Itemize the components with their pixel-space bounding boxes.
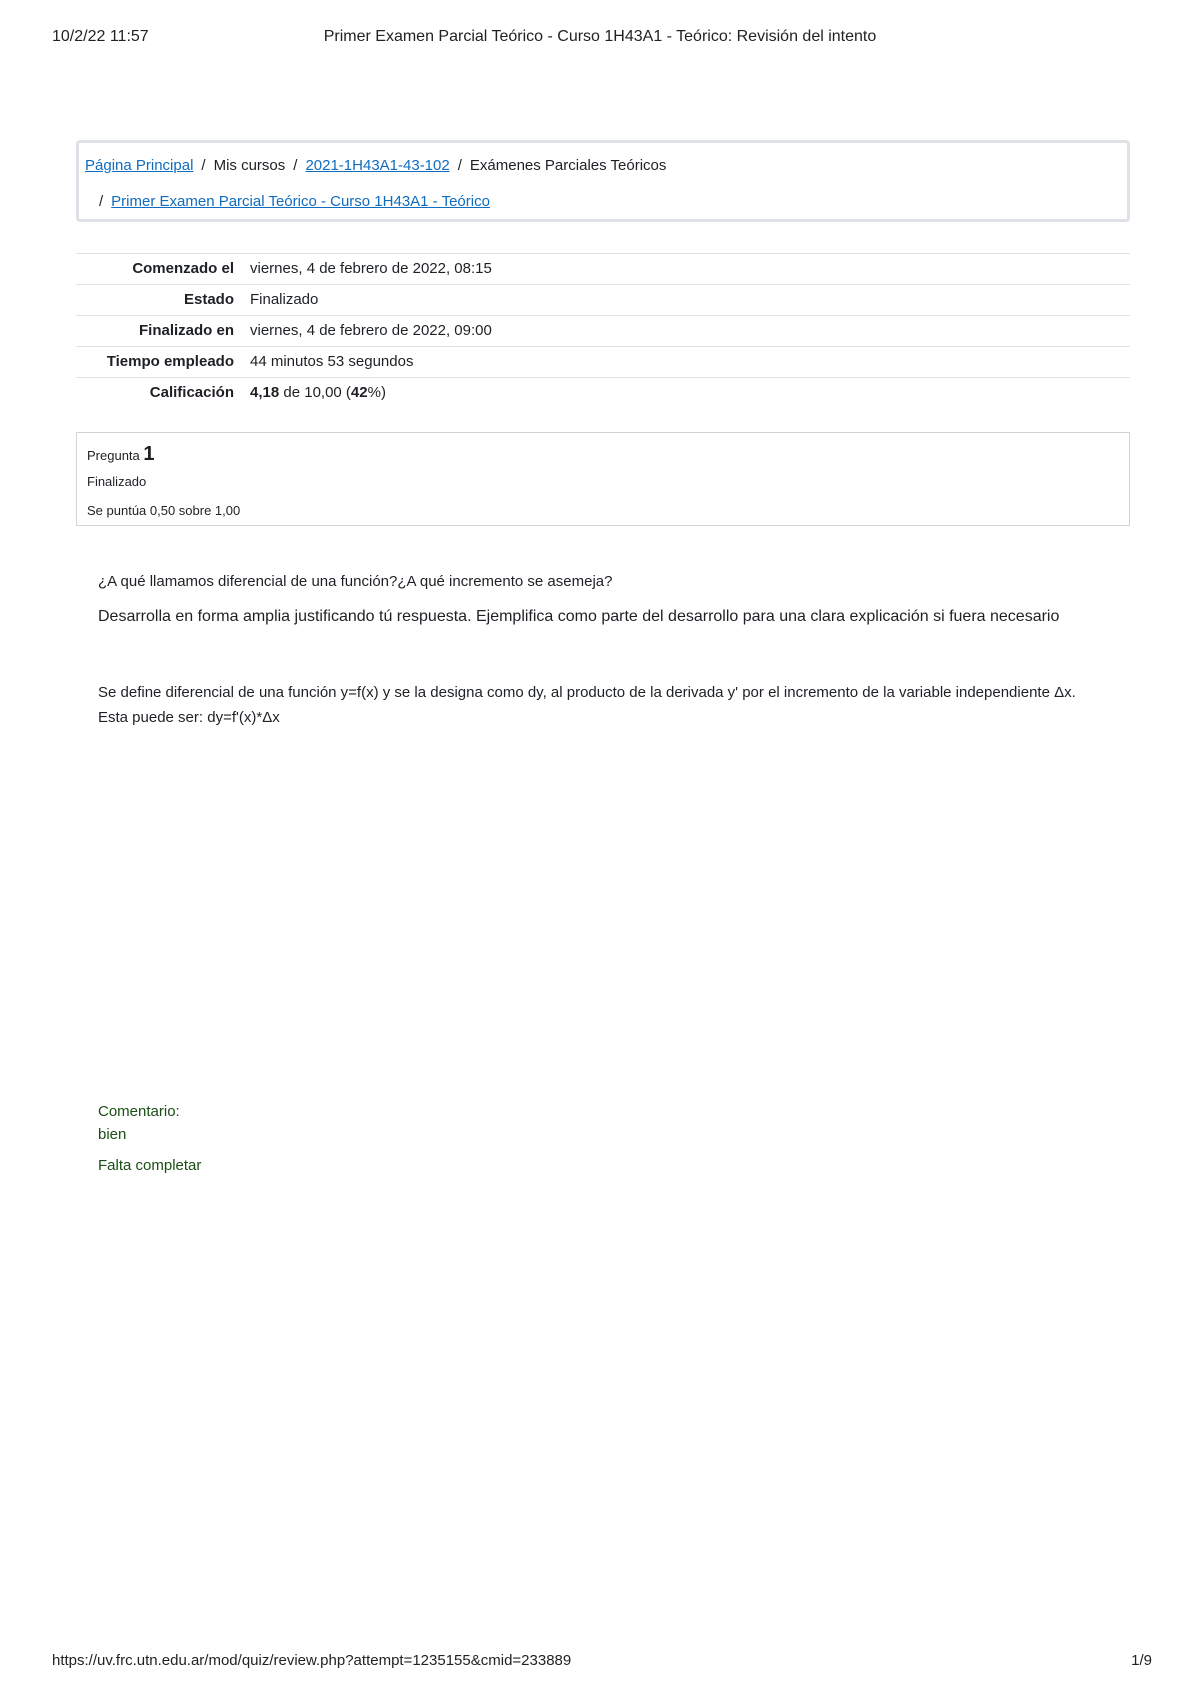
- breadcrumb-quiz-link[interactable]: Primer Examen Parcial Teórico - Curso 1H43A1 - Teórico: [111, 193, 490, 210]
- feedback-status: Falta completar: [98, 1157, 202, 1174]
- question-text: ¿A qué llamamos diferencial de una función?¿A qué incremento se asemeja?: [98, 573, 613, 590]
- question-number-value: 1: [143, 443, 155, 465]
- summary-label: Calificación: [149, 384, 234, 401]
- breadcrumb-separator: /: [457, 157, 462, 174]
- summary-row-grade: [76, 378, 1130, 409]
- grade-close: %): [367, 384, 386, 401]
- print-page-number: 1/9: [1131, 1652, 1152, 1669]
- attempt-summary-table: [76, 253, 1130, 408]
- print-url: https://uv.frc.utn.edu.ar/mod/quiz/review.php?attempt=1235155&cmid=233889: [52, 1652, 572, 1669]
- summary-value: viernes, 4 de febrero de 2022, 09:00: [250, 322, 492, 339]
- print-footer: [0, 1652, 1200, 1676]
- print-title: Primer Examen Parcial Teórico - Curso 1H43A1 - Teórico: Revisión del intento: [323, 28, 877, 45]
- summary-value: viernes, 4 de febrero de 2022, 08:15: [250, 260, 492, 277]
- summary-label: Estado: [183, 291, 234, 308]
- summary-value: Finalizado: [250, 291, 319, 308]
- question-description: Desarrolla en forma amplia justificando tú respuesta. Ejemplifica como parte del desarrollo para una clara explicación si fuera necesario: [98, 608, 1060, 625]
- question-prefix: Pregunta: [87, 448, 140, 463]
- summary-row-started: [76, 254, 1130, 285]
- question-state: Finalizado: [87, 474, 147, 489]
- breadcrumb-my-courses: Mis cursos: [213, 157, 286, 174]
- print-header: [0, 28, 1200, 52]
- breadcrumb-separator: /: [201, 157, 206, 174]
- question-number: [87, 443, 155, 466]
- summary-label: Tiempo empleado: [106, 353, 234, 370]
- feedback-comment: bien: [98, 1126, 127, 1143]
- breadcrumb-home-link[interactable]: Página Principal: [85, 157, 194, 174]
- question-grade: Se puntúa 0,50 sobre 1,00: [87, 503, 241, 518]
- summary-label: Comenzado el: [132, 260, 234, 277]
- breadcrumb-separator: /: [99, 193, 104, 210]
- summary-row-time-taken: [76, 347, 1130, 378]
- print-date: 10/2/22 11:57: [52, 28, 149, 45]
- breadcrumb-course-link[interactable]: 2021-1H43A1-43-102: [305, 157, 450, 174]
- summary-value: 44 minutos 53 segundos: [250, 353, 414, 370]
- summary-row-state: [76, 285, 1130, 316]
- grade-score: 4,18: [250, 384, 280, 401]
- summary-label: Finalizado en: [138, 322, 234, 339]
- feedback-label: Comentario:: [98, 1103, 180, 1120]
- breadcrumb: [76, 140, 1130, 222]
- grade-rest: de 10,00 (: [279, 384, 351, 401]
- breadcrumb-section: Exámenes Parciales Teóricos: [469, 157, 667, 174]
- grade-percent: 42: [350, 384, 368, 401]
- summary-row-finished: [76, 316, 1130, 347]
- breadcrumb-separator: /: [293, 157, 298, 174]
- breadcrumb-row-2: [91, 193, 490, 210]
- feedback: [98, 1100, 180, 1146]
- question-info-box: [76, 432, 1130, 526]
- summary-grade-value: [244, 378, 1130, 409]
- answer-text: Se define diferencial de una función y=f(x) y se la designa como dy, al producto de la derivada y' por el incremento de la variable independiente Δx. Esta puede ser: dy=f'(x)*Δx: [98, 684, 1076, 726]
- breadcrumb-row-1: [85, 157, 666, 174]
